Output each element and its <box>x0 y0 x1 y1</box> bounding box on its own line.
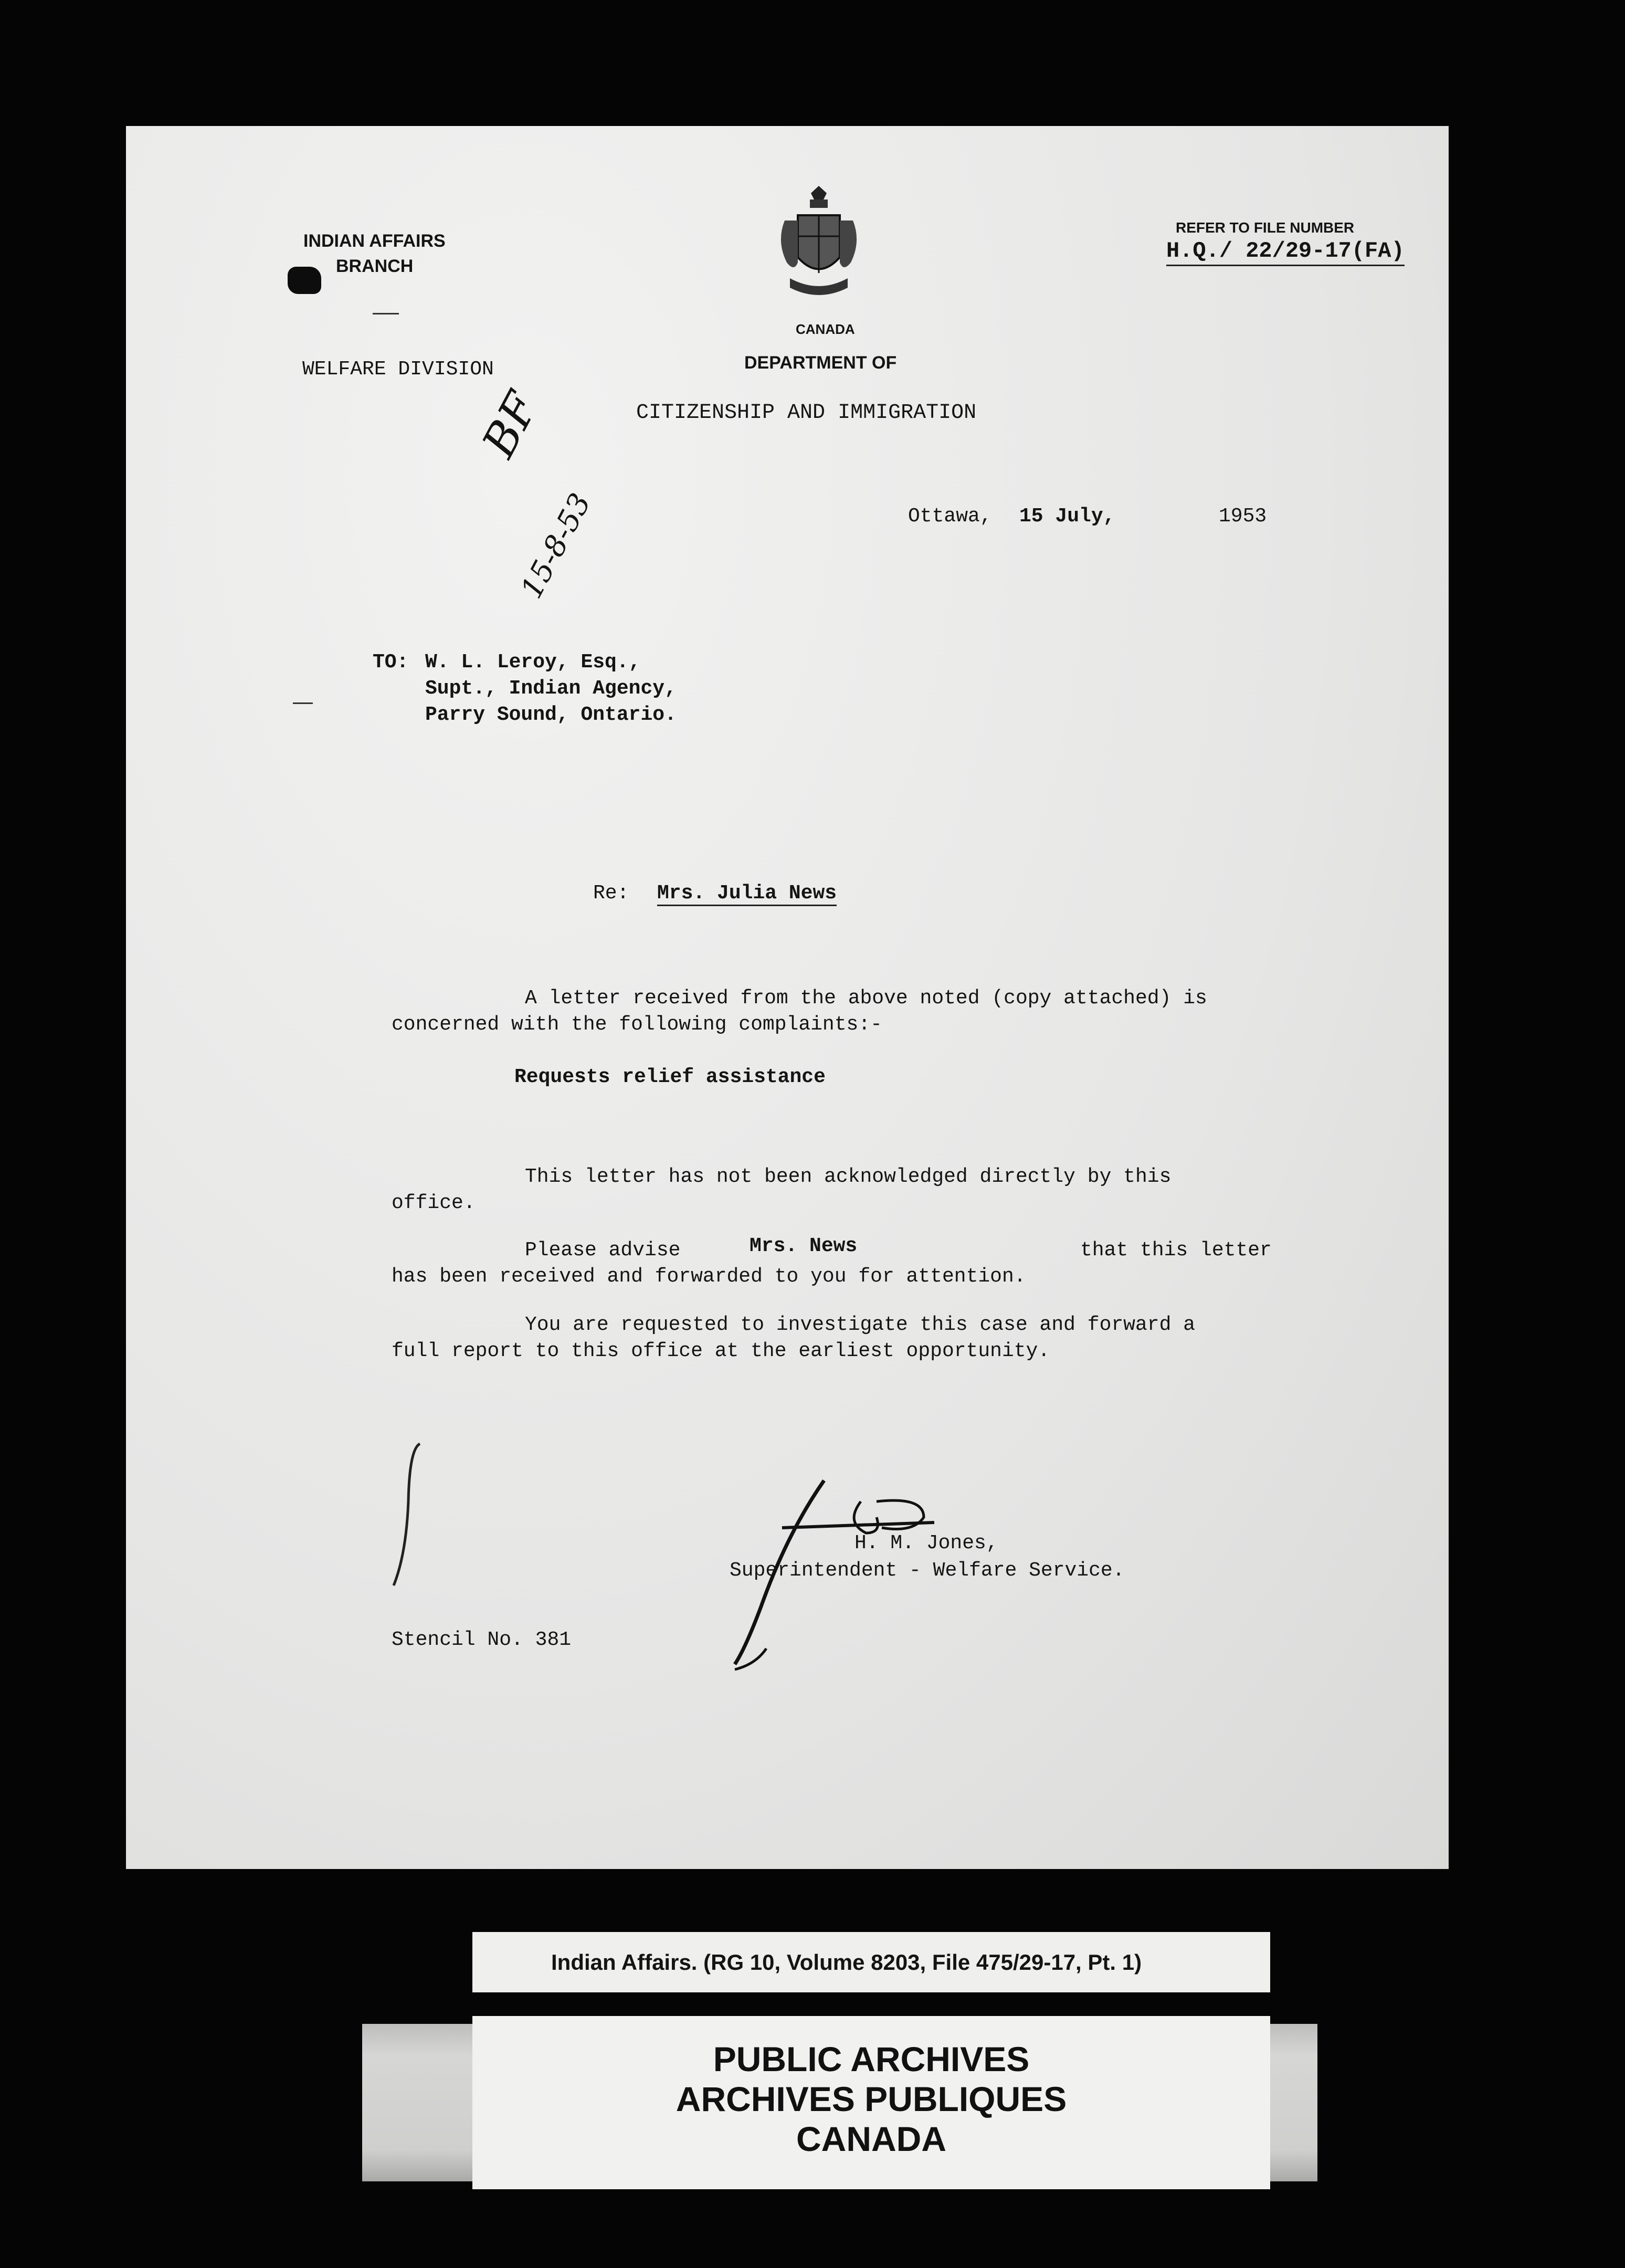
paragraph2-line2: office. <box>392 1192 476 1214</box>
file-number-label: REFER TO FILE NUMBER <box>1176 219 1355 236</box>
branch-name-line2: BRANCH <box>336 256 414 276</box>
archive-reference-label <box>472 1932 1270 1992</box>
to-label: TO: <box>373 651 409 674</box>
country-name: CANADA <box>796 321 855 337</box>
paragraph3-start: Please advise <box>525 1239 681 1262</box>
date-day-month: 15 July, <box>1019 505 1115 528</box>
paragraph3-line2: has been received and forwarded to you for attention. <box>392 1265 1026 1288</box>
complaint-text: Requests relief assistance <box>514 1066 826 1088</box>
division-name: WELFARE DIVISION <box>302 358 494 381</box>
handwritten-date-note: 15-8-53 <box>514 488 598 604</box>
handwritten-bf-note: BF <box>472 384 549 466</box>
date-year: 1953 <box>1219 505 1267 528</box>
department-line2: CITIZENSHIP AND IMMIGRATION <box>636 401 977 425</box>
department-line1: DEPARTMENT OF <box>744 353 897 373</box>
paragraph4-line1: You are requested to investigate this case and forward a <box>525 1314 1196 1336</box>
paragraph2-line1: This letter has not been acknowledged directly by this <box>525 1166 1172 1188</box>
margin-bracket-mark <box>378 1438 441 1596</box>
paragraph3-end: that this letter <box>1080 1239 1272 1262</box>
archive-stamp-line3: CANADA <box>796 2119 946 2158</box>
coat-of-arms-emblem <box>769 184 869 310</box>
paragraph3-name: Mrs. News <box>750 1235 858 1257</box>
subject-name: Mrs. Julia News <box>657 882 837 906</box>
date-place: Ottawa, <box>908 505 992 528</box>
recipient-line2: Supt., Indian Agency, <box>425 677 677 700</box>
stencil-number: Stencil No. 381 <box>392 1629 572 1651</box>
paragraph1-line1: A letter received from the above noted (copy attached) is <box>525 987 1207 1010</box>
recipient-line1: W. L. Leroy, Esq., <box>425 651 641 674</box>
archive-stamp-line1: PUBLIC ARCHIVES <box>713 2040 1030 2078</box>
divider <box>373 313 399 314</box>
margin-mark <box>293 702 313 704</box>
file-number: H.Q./ 22/29-17(FA) <box>1166 238 1405 266</box>
re-label: Re: <box>593 882 629 905</box>
signatory-title: Superintendent - Welfare Service. <box>730 1559 1125 1582</box>
archive-reference-text: Indian Affairs. (RG 10, Volume 8203, File 475/29-17, Pt. 1) <box>551 1950 1142 1975</box>
archive-stamp <box>472 2016 1270 2189</box>
branch-name-line1: INDIAN AFFAIRS <box>303 231 446 251</box>
letter-page <box>126 126 1449 1869</box>
paragraph1-line2: concerned with the following complaints:- <box>392 1013 882 1036</box>
paragraph4-line2: full report to this office at the earliest opportunity. <box>392 1340 1050 1362</box>
recipient-line3: Parry Sound, Ontario. <box>425 704 677 726</box>
ink-blot <box>288 267 321 294</box>
signatory-name: H. M. Jones, <box>854 1532 998 1555</box>
archive-stamp-line2: ARCHIVES PUBLIQUES <box>676 2080 1067 2118</box>
